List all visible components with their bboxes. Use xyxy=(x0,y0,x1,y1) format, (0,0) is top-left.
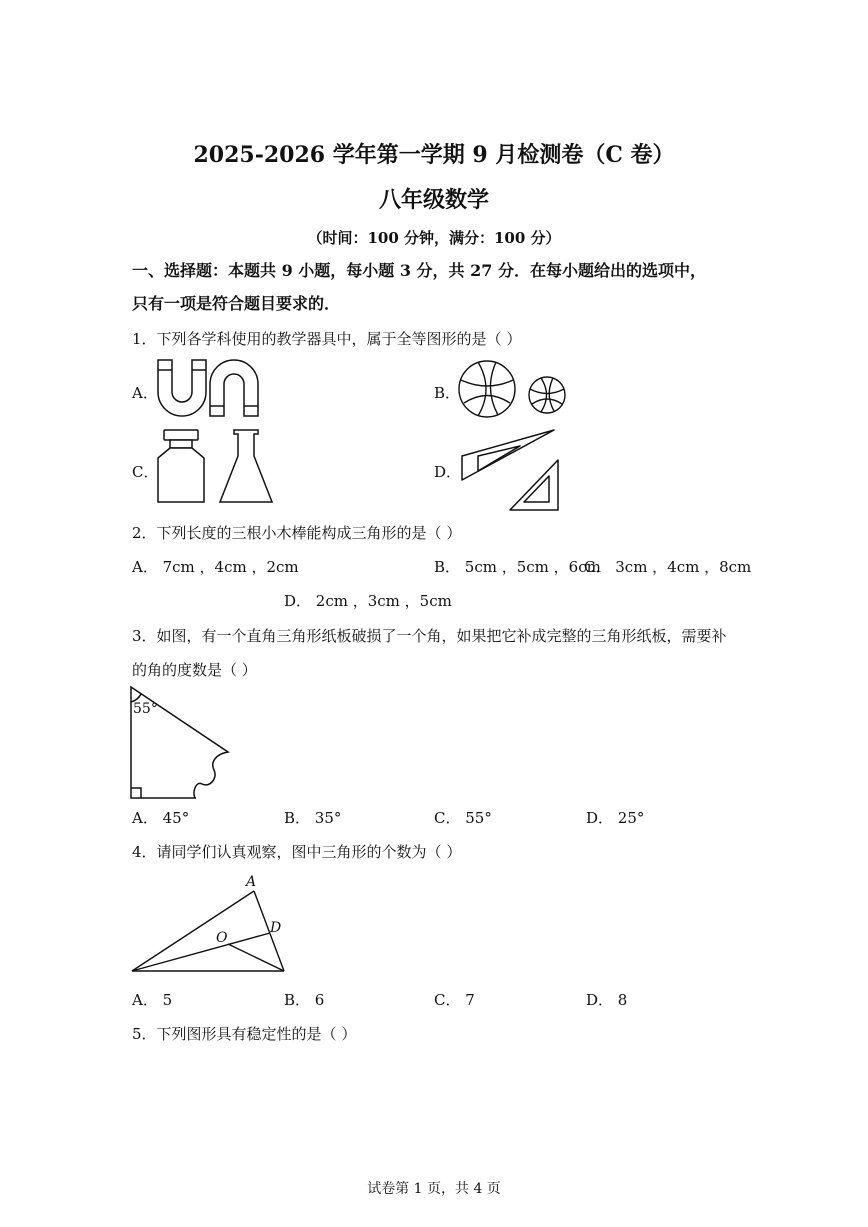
q4-option-c: C． 7 xyxy=(434,991,475,1009)
q3-angle-label: 55° xyxy=(133,701,158,717)
q4-stem: 4．请同学们认真观察，图中三角形的个数为（ ） xyxy=(132,843,462,861)
q4-point-a-label: A xyxy=(246,874,257,890)
q2-stem: 2．下列长度的三根小木棒能构成三角形的是（ ） xyxy=(132,524,462,542)
u-magnet-icon xyxy=(152,356,264,420)
q3-option-d: D． 25° xyxy=(586,809,645,827)
q4-option-a: A． 5 xyxy=(132,991,173,1009)
q1-option-d-label: D． xyxy=(434,463,462,481)
section-heading-line2: 只有一项是符合题目要求的． xyxy=(132,294,341,313)
reagent-bottle-icon xyxy=(154,428,276,510)
q2-option-a: A． 7cm ，4cm ，2cm xyxy=(132,558,299,576)
q3-stem-line1: 3．如图，有一个直角三角形纸板破损了一个角，如果把它补成完整的三角形纸板，需要补 xyxy=(132,627,727,645)
exam-title: 2025-2026 学年第一学期 9 月检测卷（C 卷） xyxy=(193,142,675,168)
q5-stem: 5．下列图形具有稳定性的是（ ） xyxy=(132,1025,357,1043)
q4-option-b: B． 6 xyxy=(284,991,325,1009)
q1-stem: 1．下列各学科使用的教学器具中，属于全等图形的是（ ） xyxy=(132,330,522,348)
section-heading-line1: 一、选择题：本题共 9 小题，每小题 3 分，共 27 分．在每小题给出的选项中， xyxy=(132,261,706,280)
q3-option-a: A． 45° xyxy=(132,809,190,827)
q2-option-b: B． 5cm ，5cm ，6cm xyxy=(434,558,601,576)
basketball-icon xyxy=(456,358,568,420)
q1-option-c-label: C． xyxy=(132,463,159,481)
page-footer: 试卷第 1 页，共 4 页 xyxy=(367,1181,501,1197)
q4-option-d: D． 8 xyxy=(586,991,628,1009)
q1-option-a-label: A． xyxy=(132,384,158,402)
q3-option-b: B． 35° xyxy=(284,809,342,827)
q1-option-b-label: B． xyxy=(434,384,461,402)
q2-option-d: D． 2cm ，3cm ，5cm xyxy=(284,592,452,610)
exam-info: （时间：100 分钟，满分：100 分） xyxy=(307,229,561,247)
exam-subject: 八年级数学 xyxy=(378,187,489,213)
set-square-icon xyxy=(458,426,562,512)
q3-option-c: C． 55° xyxy=(434,809,492,827)
q3-stem-line2: 的角的度数是（ ） xyxy=(132,661,257,679)
q4-point-d-label: D xyxy=(270,920,282,936)
q2-option-c: C． 3cm ，4cm ，8cm xyxy=(584,558,752,576)
q4-point-o-label: O xyxy=(216,930,228,946)
triangle-count-figure xyxy=(128,886,288,976)
